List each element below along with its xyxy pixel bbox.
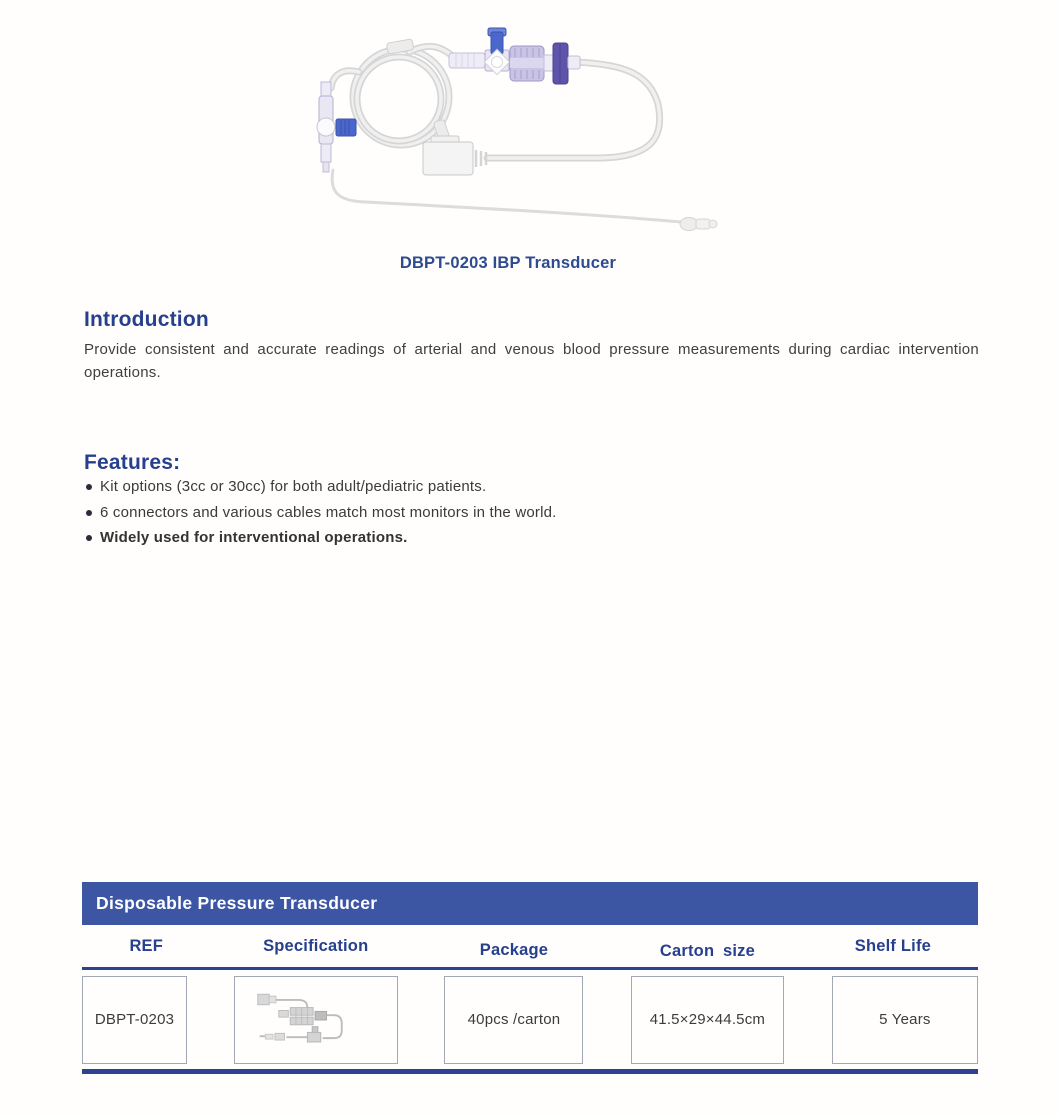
- col-header-package: Package: [479, 940, 549, 959]
- feature-text: Widely used for interventional operations.: [100, 529, 408, 546]
- introduction-heading: Introduction: [84, 308, 209, 331]
- bullet-icon: [86, 510, 92, 516]
- feature-item: [86, 478, 786, 495]
- bullet-icon: [86, 484, 92, 490]
- feature-item: [86, 504, 786, 521]
- cable-connector: [423, 136, 486, 175]
- shelf-life-value: 5 Years: [832, 976, 978, 1064]
- cell-specification: [210, 970, 420, 1069]
- specification-thumbnail: [234, 976, 398, 1064]
- table-row: [82, 970, 978, 1069]
- table-title-bar: Disposable Pressure Transducer: [82, 882, 978, 925]
- cell-ref: [82, 970, 210, 1069]
- ibp-transducer-illustration: [283, 12, 763, 250]
- package-value: 40pcs /carton: [444, 976, 583, 1064]
- features-list: [86, 478, 786, 555]
- transducer-schematic-icon: [237, 978, 395, 1062]
- features-heading: Features:: [84, 451, 181, 474]
- col-header-specification: Specification: [263, 936, 369, 955]
- bullet-icon: [86, 535, 92, 541]
- product-caption: DBPT-0203 IBP Transducer: [399, 254, 617, 272]
- feature-item: [86, 529, 786, 546]
- table-bottom-rule: [82, 1069, 978, 1074]
- transducer-assembly: [449, 28, 580, 84]
- product-photo: [283, 12, 763, 250]
- cell-shelf-life: [808, 970, 978, 1069]
- carton-size-value: 41.5×29×44.5cm: [631, 976, 784, 1064]
- spec-table: [82, 882, 978, 1074]
- cell-package: [421, 970, 607, 1069]
- ref-value: DBPT-0203: [82, 976, 187, 1064]
- feature-text: 6 connectors and various cables match most monitors in the world.: [100, 503, 557, 521]
- col-header-carton-size: Carton size: [659, 941, 755, 960]
- feature-text: Kit options (3cc or 30cc) for both adult/pediatric patients.: [100, 478, 487, 495]
- col-header-shelf-life: Shelf Life: [854, 936, 932, 955]
- introduction-body: Provide consistent and accurate readings of arterial and venous blood pressure measurements during cardiac intervention operations.: [84, 341, 979, 381]
- cell-carton-size: [607, 970, 808, 1069]
- col-header-ref: REF: [129, 936, 164, 955]
- table-header-row: [82, 925, 978, 967]
